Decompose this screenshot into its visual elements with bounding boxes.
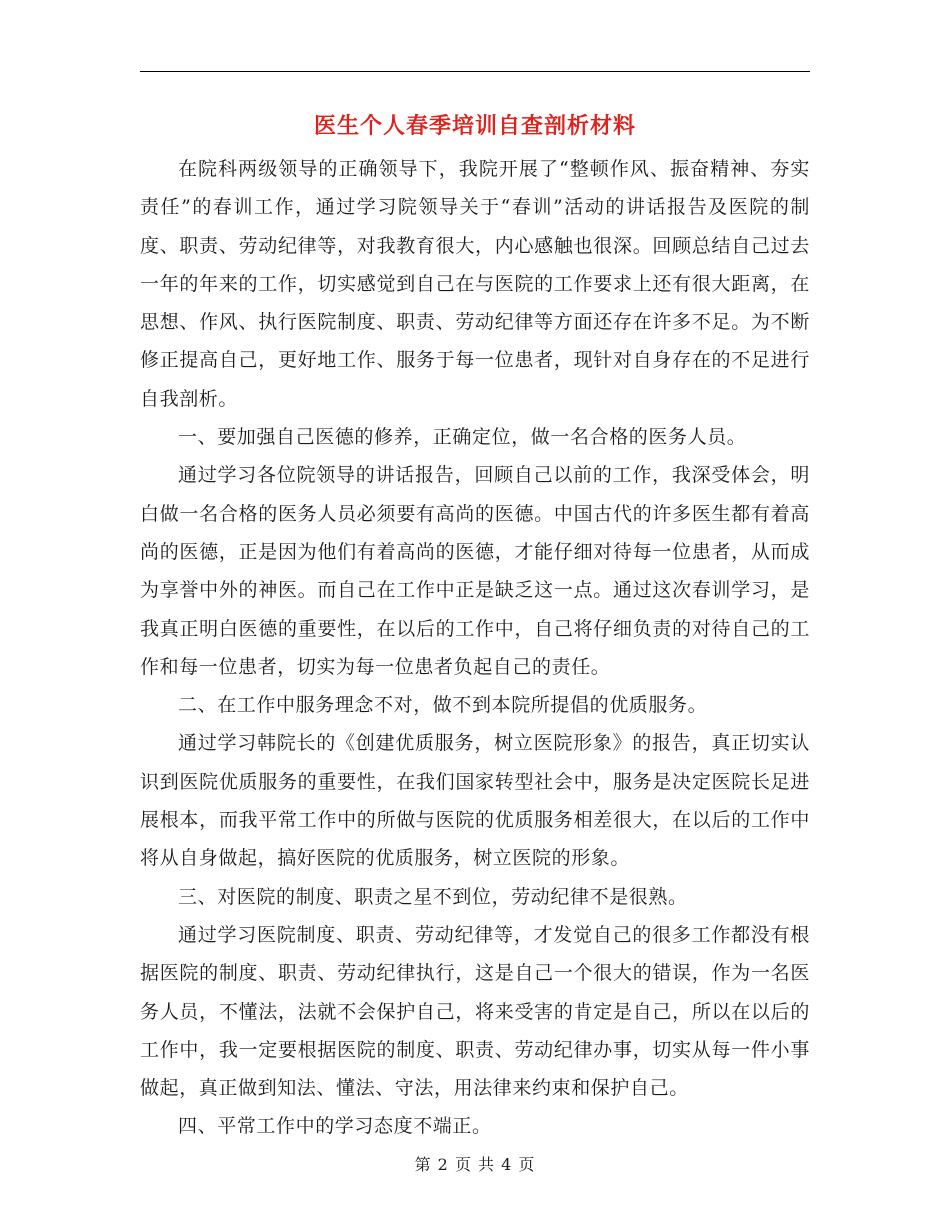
body-paragraph-3: 通过学习医院制度、职责、劳动纪律等，才发觉自己的很多工作都没有根据医院的制度、职责、劳动纪律执行，这是自己一个很大的错误，作为一名医务人员，不懂法，法就不会保护自己，将来受害的肯定是自己，所以在以后的工作中，我一定要根据医院的制度、职责、劳动纪律办事，切实从每一件小事做起，真正做到知法、懂法、守法，用法律来约束和保护自己。 [140, 923, 810, 1100]
document-body [140, 150, 810, 1146]
section-heading-4: 四、平常工作中的学习态度不端正。 [178, 1115, 492, 1138]
page-number-footer: 第 2 页 共 4 页 [414, 1155, 536, 1174]
section-heading-3: 三、对医院的制度、职责之星不到位，劳动纪律不是很熟。 [178, 885, 688, 908]
body-paragraph-intro: 在院科两级领导的正确领导下，我院开展了“整顿作风、振奋精神、夯实责任”的春训工作，通过学习院领导关于“春训”活动的讲话报告及医院的制度、职责、劳动纪律等，对我教育很大，内心感触也很深。回顾总结自己过去一年的年来的工作，切实感觉到自己在与医院的工作要求上还有很大距离，在思想、作风、执行医院制度、职责、劳动纪律等方面还存在许多不足。为不断修正提高自己，更好地工作、服务于每一位患者，现针对自身存在的不足进行自我剖析。 [140, 158, 810, 410]
section-heading-2: 二、在工作中服务理念不对，做不到本院所提倡的优质服务。 [178, 694, 708, 717]
section-heading-1: 一、要加强自己医德的修养，正确定位，做一名合格的医务人员。 [178, 426, 747, 449]
header-rule [140, 71, 810, 72]
body-paragraph-1: 通过学习各位院领导的讲话报告，回顾自己以前的工作，我深受体会，明白做一名合格的医务人员必须要有高尚的医德。中国古代的许多医生都有着高尚的医德，正是因为他们有着高尚的医德，才能仔细对待每一位患者，从而成为享誉中外的神医。而自己在工作中正是缺乏这一点。通过这次春训学习，是我真正明白医德的重要性，在以后的工作中，自己将仔细负责的对待自己的工作和每一位患者，切实为每一位患者负起自己的责任。 [140, 464, 810, 678]
document-title: 医生个人春季培训自查剖析材料 [313, 113, 636, 139]
body-paragraph-2: 通过学习韩院长的《创建优质服务，树立医院形象》的报告，真正切实认识到医院优质服务的重要性，在我们国家转型社会中，服务是决定医院长足进展根本，而我平常工作中的所做与医院的优质服务相差很大，在以后的工作中将从自身做起，搞好医院的优质服务，树立医院的形象。 [140, 732, 810, 870]
